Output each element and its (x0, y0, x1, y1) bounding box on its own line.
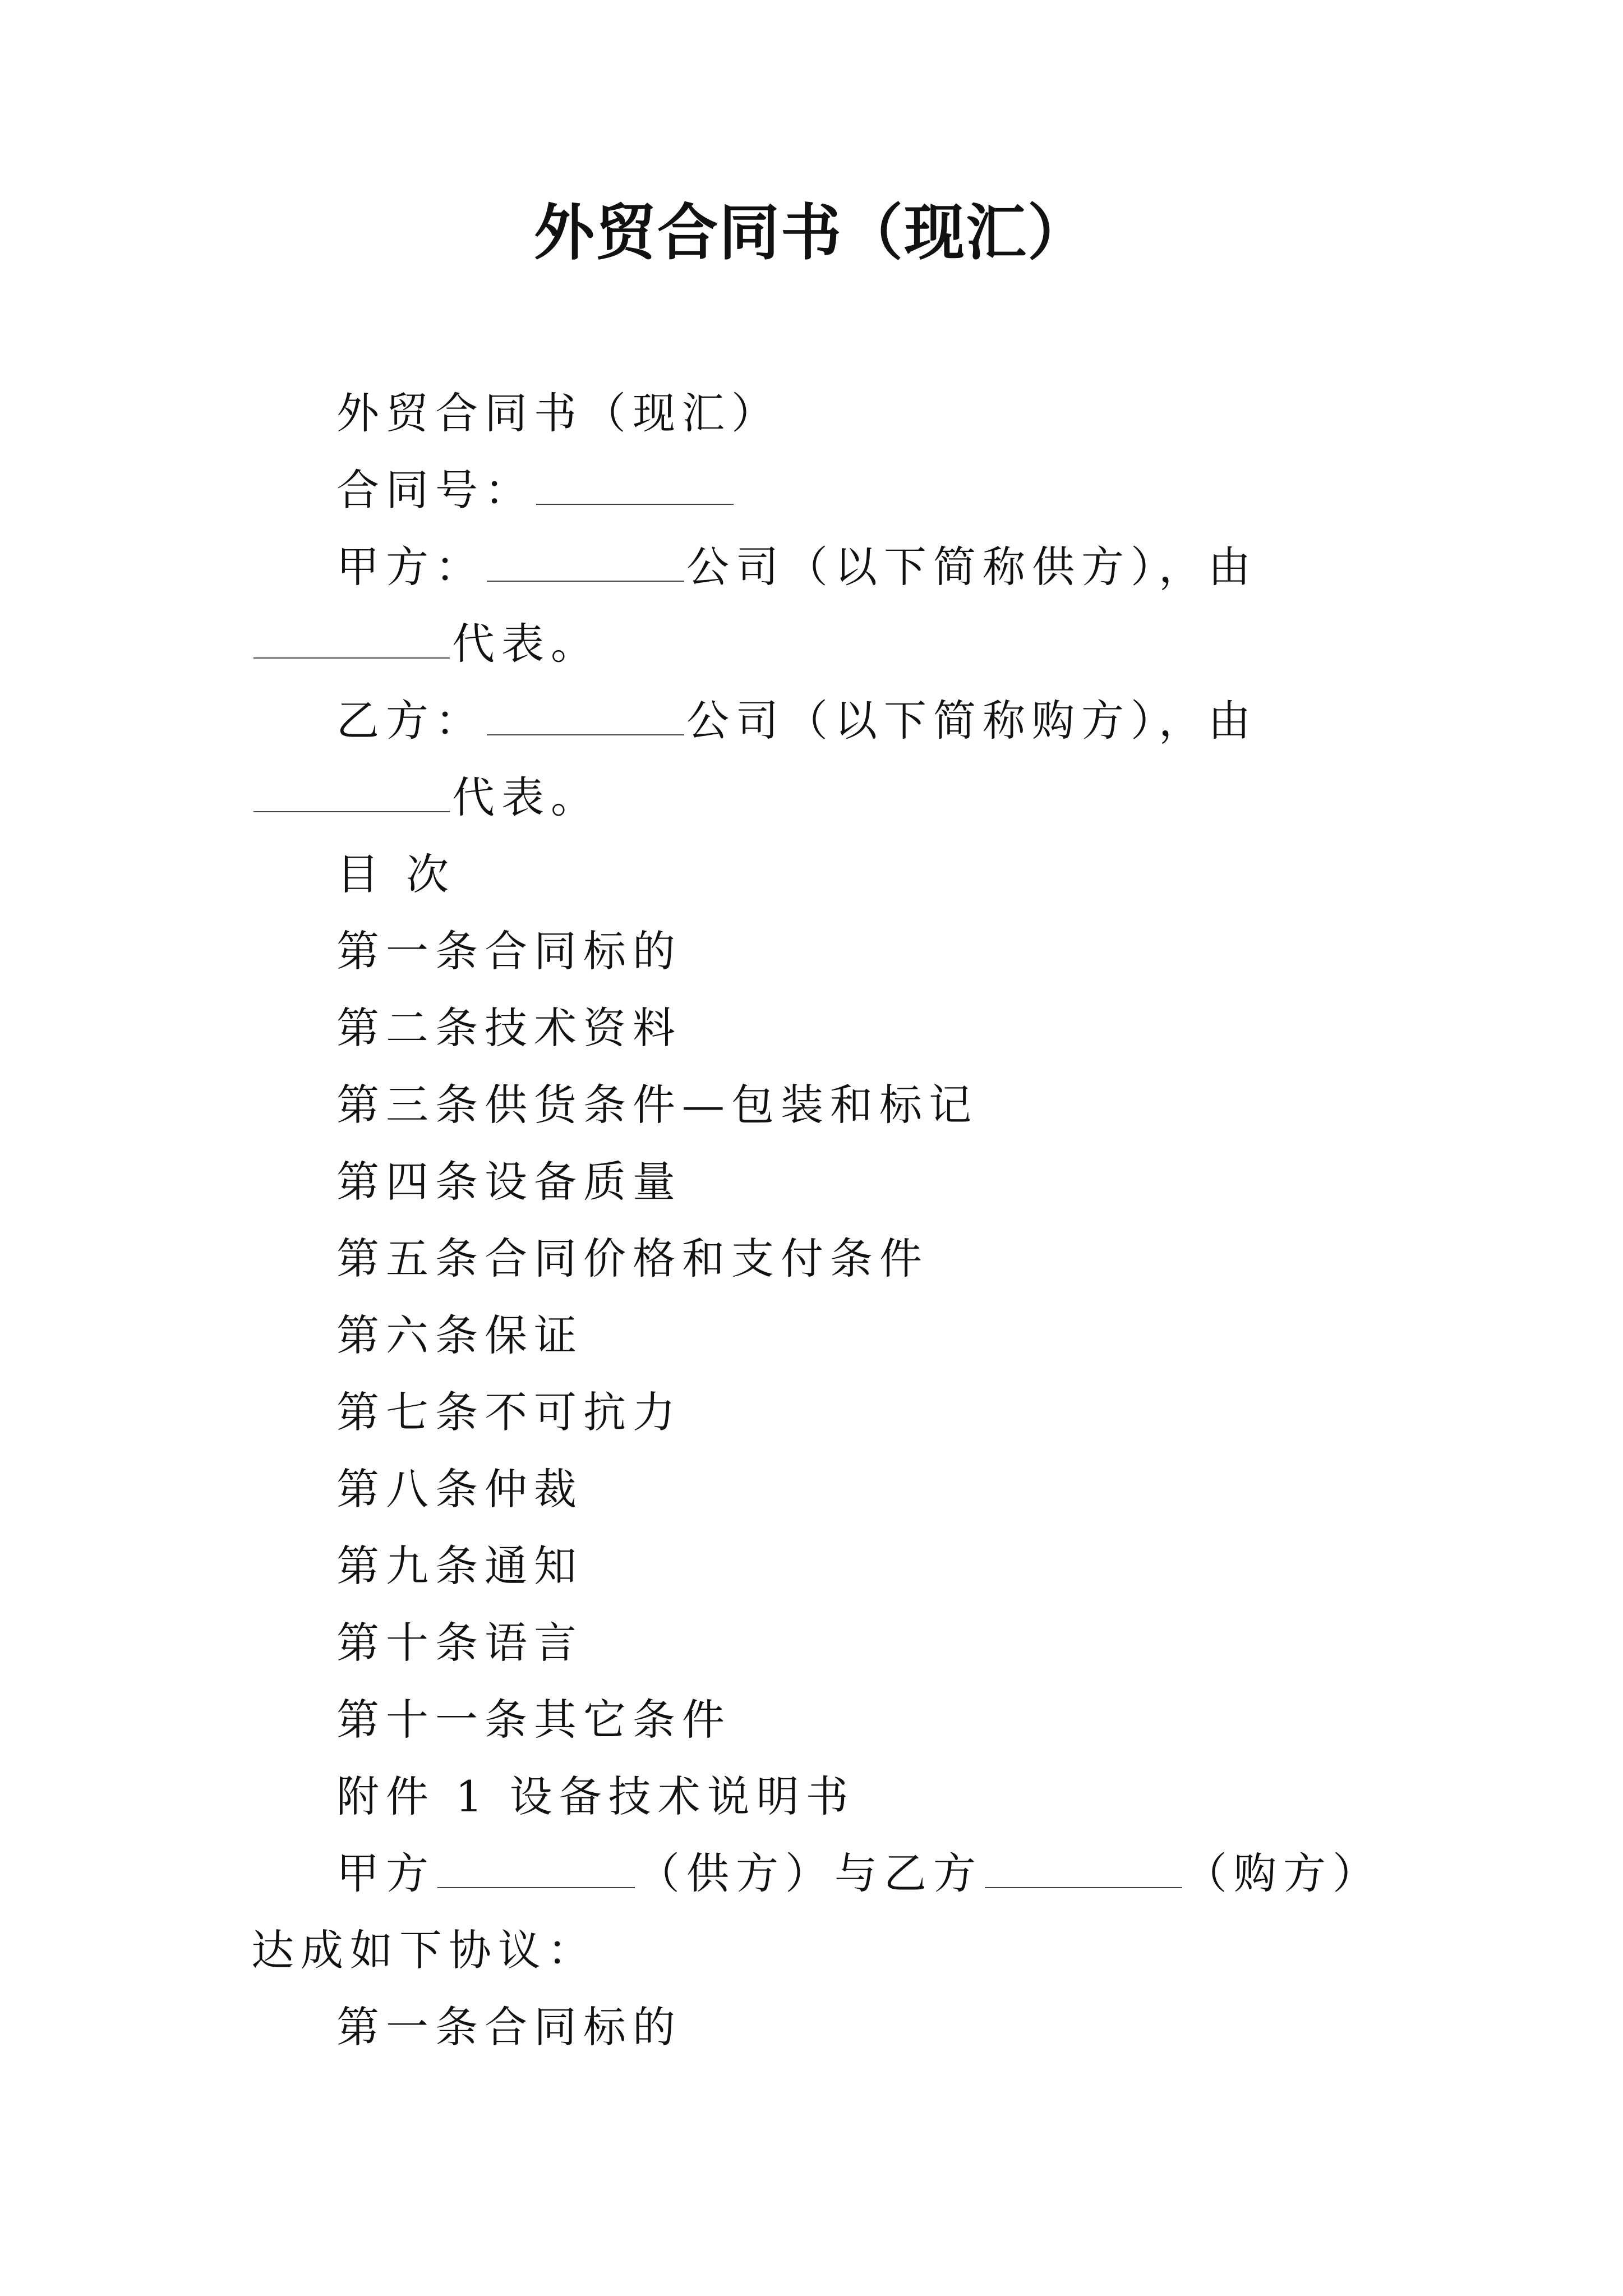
party-a-end: 代表。 (452, 619, 600, 669)
toc-item (251, 1758, 1390, 1835)
agreement-middle: （供方）与乙方 (637, 1848, 983, 1898)
toc-item (251, 1374, 1390, 1451)
toc-item-text: 附件 1 设备技术说明书 (336, 1772, 855, 1821)
toc-item-text: 第一条合同标的 (336, 926, 682, 976)
agreement-line (251, 1835, 1390, 1989)
toc-item-text: 第二条技术资料 (336, 1003, 682, 1053)
article-1-heading (251, 1989, 1390, 2065)
toc-item-text: 第十条语言 (336, 1618, 583, 1668)
party-a-company-blank (487, 547, 684, 582)
toc-item (251, 1451, 1390, 1527)
party-a-representative-blank (253, 624, 450, 659)
party-a-label: 甲方： (336, 542, 485, 592)
agreement-party-a: 甲方 (336, 1848, 435, 1898)
article-1-text: 第一条合同标的 (336, 2002, 682, 2052)
toc-item (251, 1681, 1390, 1758)
toc-item-text: 第五条合同价格和支付条件 (336, 1234, 929, 1283)
toc-item-text: 第三条供货条件—包装和标记 (336, 1080, 978, 1130)
document-body (251, 375, 1390, 2065)
party-a-middle: 公司（以下简称供方），由 (686, 542, 1257, 592)
body-heading (251, 375, 1390, 452)
toc-item (251, 990, 1390, 1066)
contract-number-label: 合同号： (336, 465, 534, 515)
document-title: 外贸合同书（现汇） (533, 197, 1089, 268)
toc-item (251, 1066, 1390, 1143)
toc-item-text: 第七条不可抗力 (336, 1387, 682, 1437)
toc-item (251, 1143, 1390, 1220)
party-b-end: 代表。 (452, 772, 600, 822)
party-b-representative-blank (253, 777, 450, 812)
toc-item (251, 913, 1390, 990)
agreement-end: （购方）达成如下协议： (251, 1848, 1382, 1975)
party-b-middle: 公司（以下简称购方），由 (686, 696, 1257, 746)
toc-item (251, 1297, 1390, 1374)
contract-number-line (251, 452, 1390, 528)
toc-item (251, 1527, 1390, 1604)
party-b-label: 乙方： (336, 696, 485, 746)
party-b-line (251, 682, 1390, 836)
party-a-line (251, 528, 1390, 682)
contract-number-blank (536, 470, 734, 505)
body-heading-text: 外贸合同书（现汇） (336, 388, 781, 438)
toc-heading (251, 836, 1390, 913)
toc-item (251, 1604, 1390, 1681)
toc-item-text: 第八条仲裁 (336, 1464, 583, 1514)
toc-item-text: 第九条通知 (336, 1541, 583, 1591)
toc-item-text: 第六条保证 (336, 1310, 583, 1360)
toc-heading-text: 目 次 (336, 849, 456, 899)
agreement-party-b-blank (985, 1853, 1182, 1888)
party-b-company-blank (487, 701, 684, 735)
toc-item-text: 第十一条其它条件 (336, 1695, 731, 1745)
agreement-party-a-blank (437, 1853, 635, 1888)
toc-item-text: 第四条设备质量 (336, 1157, 682, 1207)
toc-item (251, 1220, 1390, 1297)
